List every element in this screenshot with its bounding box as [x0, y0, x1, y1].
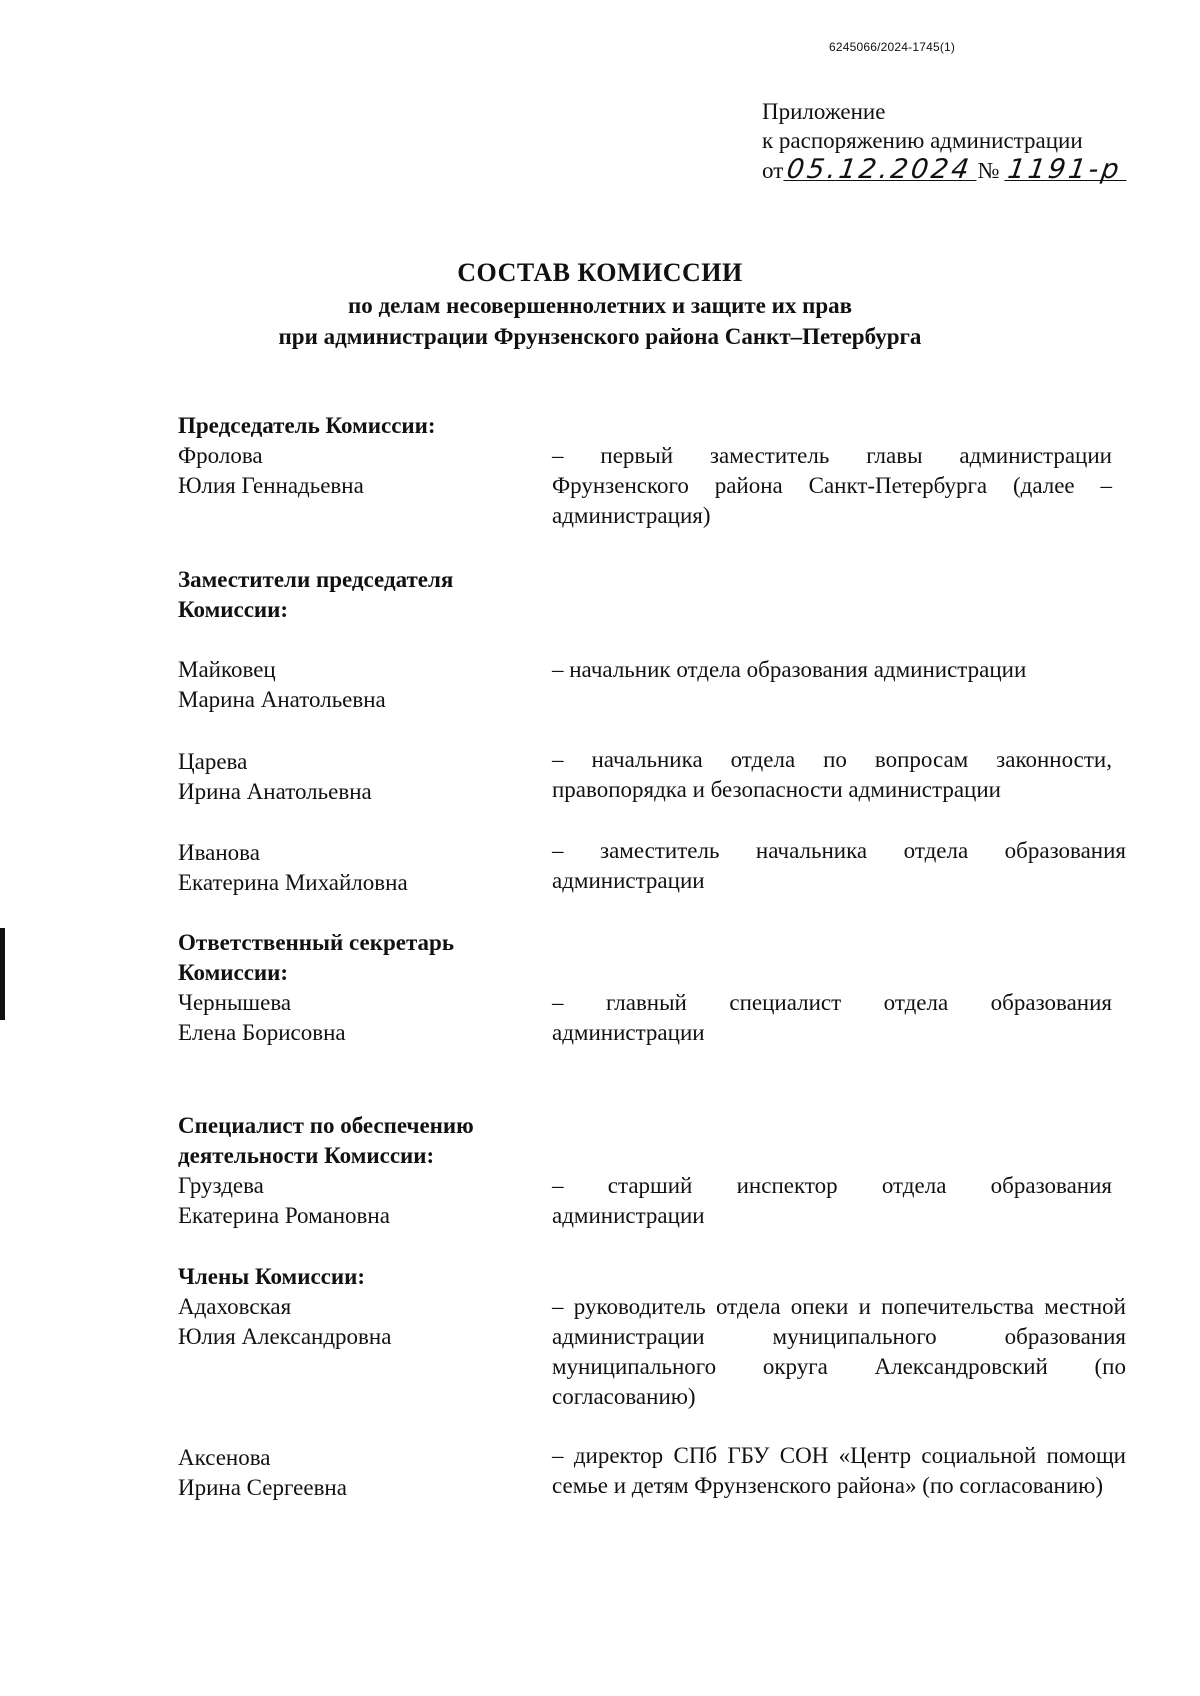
title-line-2: по делам несовершеннолетних и защите их прав [347, 293, 853, 318]
section-label-secretary: Ответственный секретарь Комиссии: [178, 930, 454, 985]
member-given-names: Екатерина Романовна [178, 1203, 390, 1228]
member-given-names: Юлия Геннадьевна [178, 473, 364, 498]
member-name [178, 838, 538, 898]
member-position: – первый заместитель главы администрации Фрунзенского района Санкт-Петербурга (далее – администрация) [552, 443, 1112, 528]
date-prefix: от [762, 158, 784, 183]
member-name [178, 1443, 538, 1503]
handwritten-number: 1191-р [1006, 155, 1124, 184]
document-number: 6245066/2024-1745(1) [829, 40, 956, 54]
member-name [178, 747, 538, 807]
scan-edge-mark [0, 928, 5, 1020]
member-given-names: Марина Анатольевна [178, 687, 386, 712]
member-surname: Майковец [178, 657, 276, 682]
member-name [178, 1292, 538, 1352]
member-given-names: Екатерина Михайловна [178, 870, 408, 895]
appendix-title: Приложение [762, 99, 886, 124]
title-main: СОСТАВ КОМИССИИ [457, 258, 743, 287]
member-position: – начальник отдела образования администрации [552, 657, 1027, 682]
member-name [178, 441, 538, 501]
document-title [0, 256, 1200, 352]
member-surname: Чернышева [178, 990, 292, 1015]
member-given-names: Ирина Анатольевна [178, 779, 372, 804]
member-surname: Иванова [178, 840, 260, 865]
member-name [178, 988, 538, 1048]
member-name [178, 655, 538, 715]
member-position: – директор СПб ГБУ СОН «Центр социальной помощи семье и детям Фрунзенского района» (по согласованию) [552, 1443, 1126, 1498]
member-surname: Фролова [178, 443, 263, 468]
member-name [178, 1171, 538, 1231]
member-given-names: Елена Борисовна [178, 1020, 346, 1045]
member-position: – начальника отдела по вопросам законности, правопорядка и безопасности администрации [552, 747, 1112, 802]
member-surname: Груздева [178, 1173, 264, 1198]
section-label-chairman: Председатель Комиссии: [178, 413, 436, 438]
member-position: – руководитель отдела опеки и попечительства местной администрации муниципального образования муниципального округа Александровский (по согласованию) [552, 1294, 1126, 1409]
appendix-reference: к распоряжению администрации [762, 128, 1083, 153]
number-sign: № [977, 158, 1000, 183]
member-surname: Адаховская [178, 1294, 292, 1319]
appendix-block [762, 97, 1124, 185]
appendix-date-line [762, 154, 1124, 185]
title-line-3: при администрации Фрунзенского района Санкт–Петербурга [278, 324, 922, 349]
member-given-names: Юлия Александровна [178, 1324, 392, 1349]
member-surname: Царева [178, 749, 248, 774]
member-given-names: Ирина Сергеевна [178, 1475, 347, 1500]
section-label-deputies: Заместители председателя Комиссии: [178, 567, 454, 622]
handwritten-date: 05.12.2024 [785, 155, 974, 184]
member-surname: Аксенова [178, 1445, 271, 1470]
member-position: – старший инспектор отдела образования администрации [552, 1173, 1112, 1228]
member-position: – главный специалист отдела образования администрации [552, 990, 1112, 1045]
section-label-members: Члены Комиссии: [178, 1264, 366, 1289]
section-label-specialist: Специалист по обеспечению деятельности Комиссии: [178, 1113, 474, 1168]
member-position: – заместитель начальника отдела образования администрации [552, 838, 1126, 893]
